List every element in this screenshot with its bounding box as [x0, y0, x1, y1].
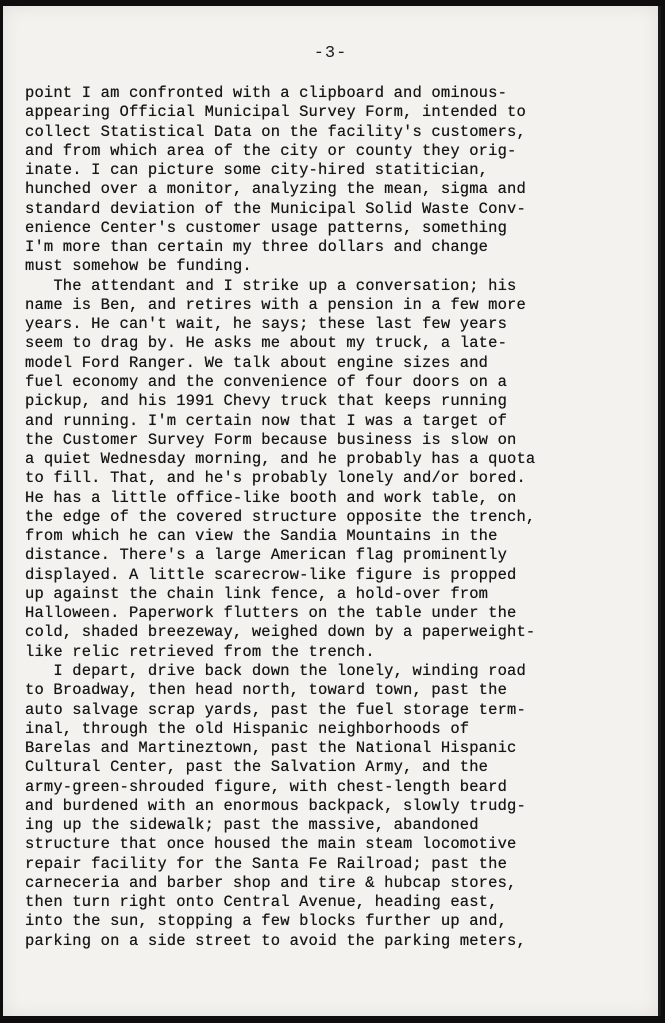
- text-line: Barelas and Martineztown, past the National Hispanic: [25, 739, 517, 758]
- text-line: inate. I can picture some city-hired statitician,: [25, 161, 489, 180]
- text-line: Cultural Center, past the Salvation Army, and the: [25, 758, 489, 777]
- text-line: a quiet Wednesday morning, and he probably has a quota: [25, 450, 536, 469]
- body-text: [25, 84, 650, 951]
- text-line: standard deviation of the Municipal Solid Waste Conv-: [25, 199, 526, 218]
- text-line: ing up the sidewalk; past the massive, abandoned: [25, 816, 479, 835]
- text-line: appearing Official Municipal Survey Form, intended to: [25, 103, 526, 122]
- text-line: I'm more than certain my three dollars and change: [25, 238, 489, 257]
- text-line: must somehow be funding.: [25, 257, 252, 276]
- text-line: repair facility for the Santa Fe Railroad; past the: [25, 854, 508, 873]
- text-line: parking on a side street to avoid the parking meters,: [25, 931, 526, 950]
- text-line: to Broadway, then head north, toward town, past the: [25, 681, 508, 700]
- text-line: Halloween. Paperwork flutters on the table under the: [25, 604, 517, 623]
- text-line: cold, shaded breezeway, weighed down by a paperweight-: [25, 623, 536, 642]
- text-line: seem to drag by. He asks me about my truck, a late-: [25, 334, 508, 353]
- text-line: fuel economy and the convenience of four doors on a: [25, 372, 508, 391]
- text-line: and running. I'm certain now that I was a target of: [25, 411, 508, 430]
- page-number: -3-: [313, 44, 348, 63]
- text-line: I depart, drive back down the lonely, winding road: [25, 661, 526, 680]
- text-line: the Customer Survey Form because business is slow on: [25, 430, 517, 449]
- text-line: collect Statistical Data on the facility's customers,: [25, 122, 526, 141]
- text-line: then turn right onto Central Avenue, heading east,: [25, 893, 498, 912]
- text-line: and from which area of the city or county they orig-: [25, 141, 517, 160]
- text-line: up against the chain link fence, a hold-over from: [25, 584, 489, 603]
- text-line: army-green-shrouded figure, with chest-length beard: [25, 777, 508, 796]
- text-line: distance. There's a large American flag prominently: [25, 546, 508, 565]
- text-line: from which he can view the Sandia Mountains in the: [25, 527, 498, 546]
- text-line: model Ford Ranger. We talk about engine sizes and: [25, 353, 489, 372]
- text-line: displayed. A little scarecrow-like figure is propped: [25, 565, 517, 584]
- text-line: carneceria and barber shop and tire & hubcap stores,: [25, 873, 517, 892]
- text-line: years. He can't wait, he says; these last few years: [25, 315, 508, 334]
- text-line: The attendant and I strike up a conversation; his: [25, 276, 517, 295]
- typewritten-page: [3, 6, 661, 1016]
- text-line: He has a little office-like booth and work table, on: [25, 488, 517, 507]
- text-line: the edge of the covered structure opposite the trench,: [25, 507, 536, 526]
- text-line: name is Ben, and retires with a pension in a few more: [25, 295, 526, 314]
- text-line: like relic retrieved from the trench.: [25, 642, 375, 661]
- text-line: enience Center's customer usage patterns, something: [25, 218, 508, 237]
- text-line: auto salvage scrap yards, past the fuel storage term-: [25, 700, 526, 719]
- text-line: point I am confronted with a clipboard and ominous-: [25, 84, 508, 102]
- text-line: to fill. That, and he's probably lonely and/or bored.: [25, 469, 526, 488]
- text-line: into the sun, stopping a few blocks further up and,: [25, 912, 508, 931]
- text-line: pickup, and his 1991 Chevy truck that keeps running: [25, 392, 508, 411]
- text-line: structure that once housed the main steam locomotive: [25, 835, 517, 854]
- text-line: and burdened with an enormous backpack, slowly trudg-: [25, 796, 526, 815]
- text-line: hunched over a monitor, analyzing the mean, sigma and: [25, 180, 526, 199]
- text-line: inal, through the old Hispanic neighborhoods of: [25, 719, 470, 738]
